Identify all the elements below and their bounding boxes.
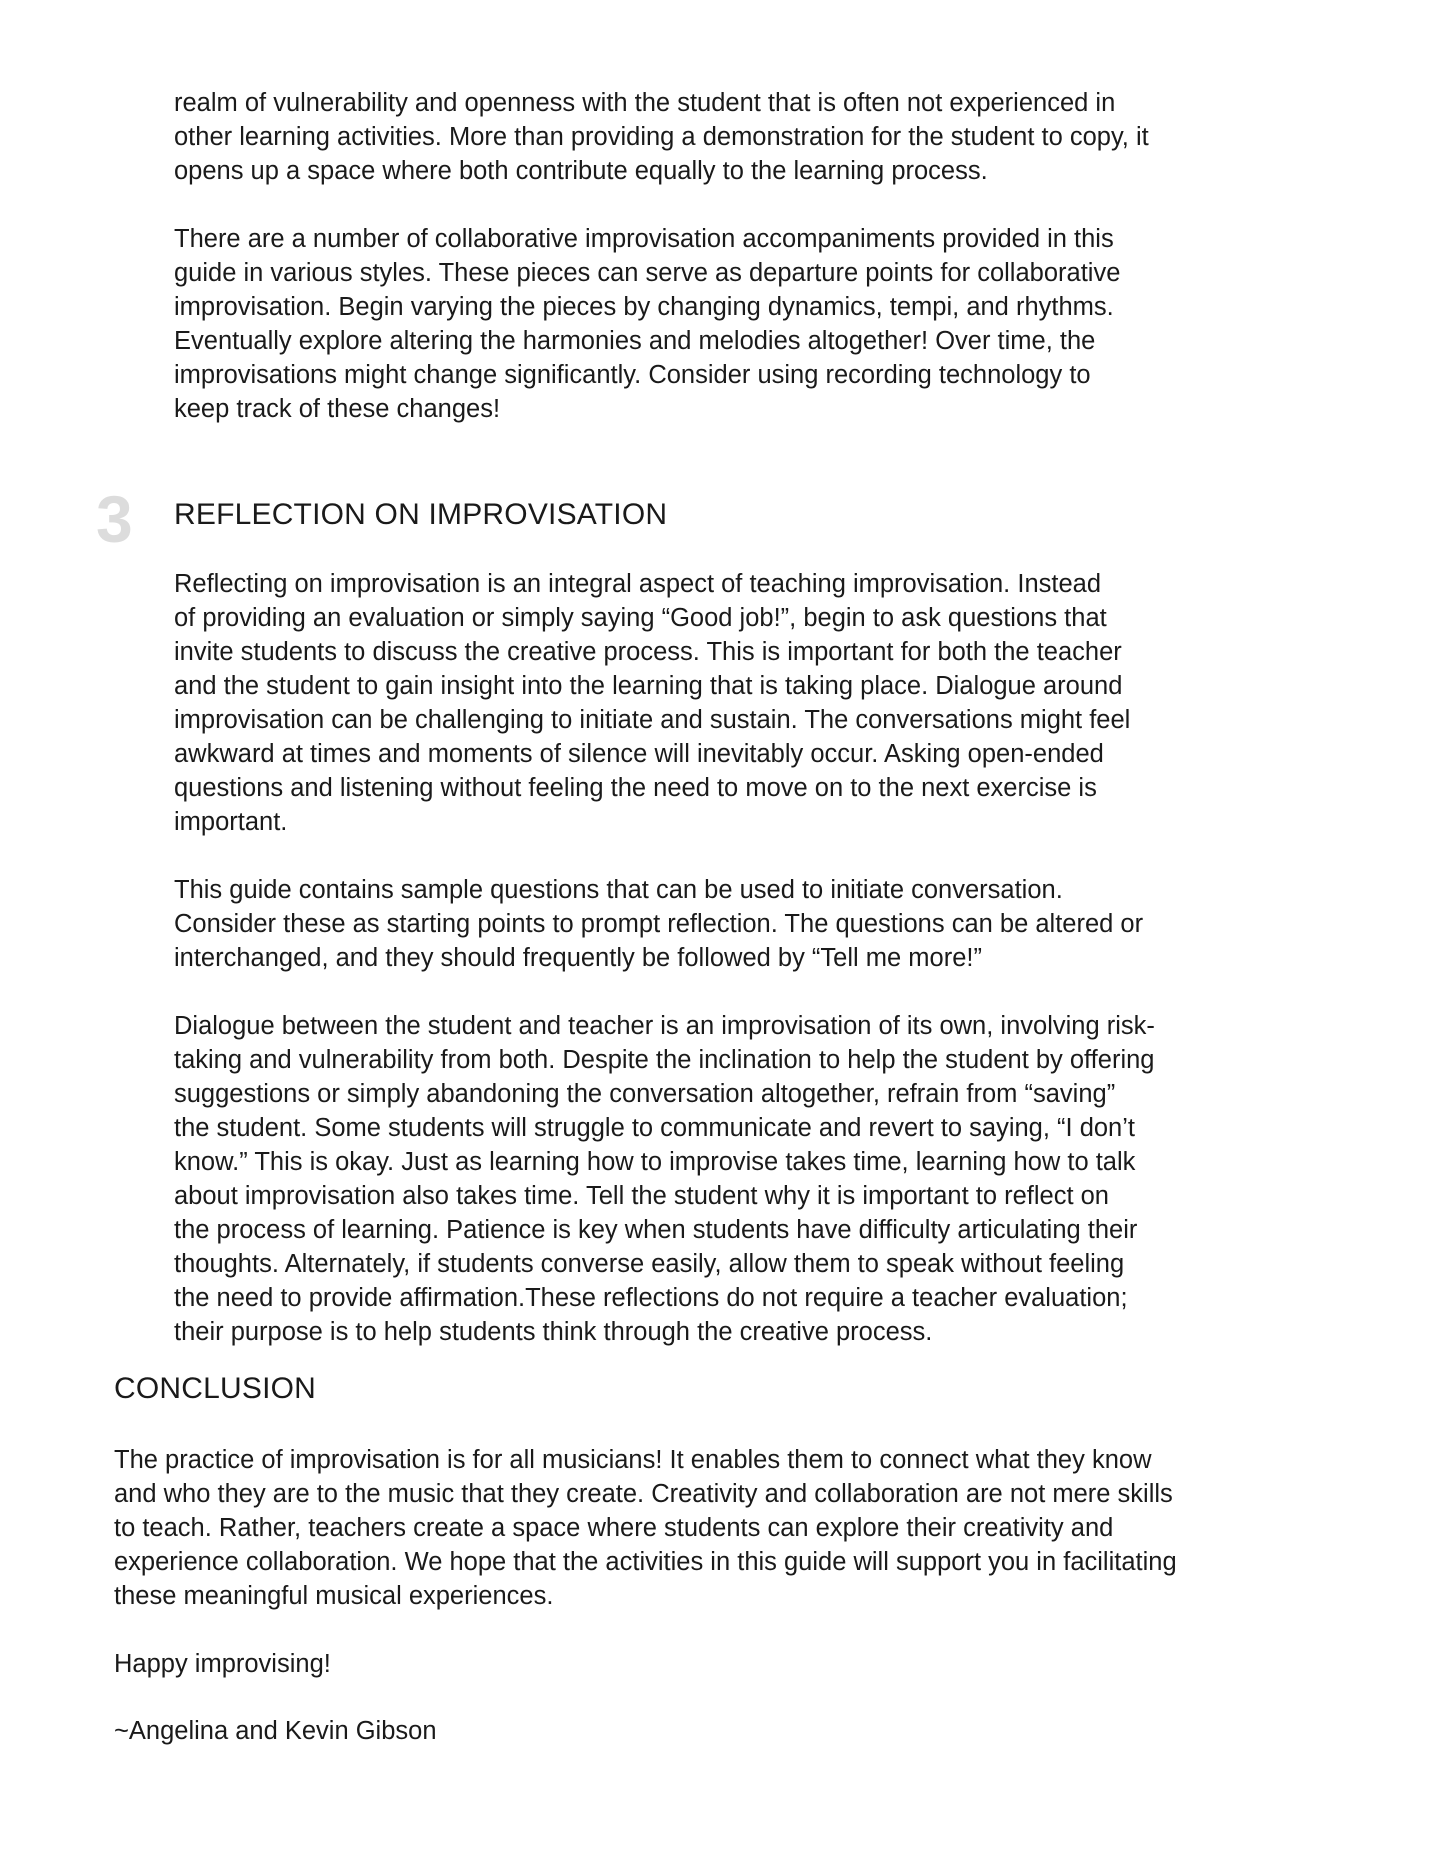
conclusion-paragraph: The practice of improvisation is for all musicians! It enables them to connect what they know and who they are to the music that they create. Creativity and collaboration are not mere skills to teach. Rather, teachers create a space where students can explore their creativity and experience collaboration. We hope that the activities in this guide will support you in facilitating these meaningful musical experiences.	[114, 1446, 1177, 1610]
closing-line: Happy improvising!	[114, 1650, 331, 1678]
section-number: 3	[96, 482, 133, 556]
conclusion-heading: CONCLUSION	[114, 1372, 317, 1405]
section-heading: REFLECTION ON IMPROVISATION	[174, 498, 668, 531]
reflection-paragraph-2: This guide contains sample questions that can be used to initiate conversation. Consider these as starting points to prompt reflection. The questions can be altered or interchanged, and they should frequently be followed by “Tell me more!”	[174, 876, 1144, 972]
intro-paragraph-2: There are a number of collaborative improvisation accompaniments provided in this guide in various styles. These pieces can serve as departure points for collaborative improvisation. Begin varying the pieces by changing dynamics, tempi, and rhythms. Eventually explore altering the harmonies and melodies altogether! Over time, the improvisations might change significantly. Consider using recording technology to keep track of these changes!	[174, 225, 1121, 423]
reflection-paragraph-3: Dialogue between the student and teacher is an improvisation of its own, involving risk- taking and vulnerability from both. Despite the inclination to help the student by offering suggestions or simply abandoning the conversation altogether, refrain from “saving” the student. Some students will struggle to communicate and revert to saying, “I don’t know.” This is okay. Just as learning how to improvise takes time, learning how to talk about improvisation also takes time. Tell the student why it is important to reflect on the process of learning. Patience is key when students have difficulty articulating their thoughts. Alternately, if students converse easily, allow them to speak without feeling the need to provide affirmation.These reflections do not require a teacher evaluation; their purpose is to help students think through the creative process.	[174, 1012, 1155, 1346]
reflection-paragraph-1: Reflecting on improvisation is an integral aspect of teaching improvisation. Instead of providing an evaluation or simply saying “Good job!”, begin to ask questions that invite students to discuss the creative process. This is important for both the teacher and the student to gain insight into the learning that is taking place. Dialogue around improvisation can be challenging to initiate and sustain. The conversations might feel awkward at times and moments of silence will inevitably occur. Asking open-ended questions and listening without feeling the need to move on to the next exercise is important.	[174, 570, 1131, 836]
intro-paragraph-1: realm of vulnerability and openness with the student that is often not experienced in other learning activities. More than providing a demonstration for the student to copy, it opens up a space where both contribute equally to the learning process.	[174, 89, 1149, 185]
signature: ~Angelina and Kevin Gibson	[114, 1717, 437, 1745]
